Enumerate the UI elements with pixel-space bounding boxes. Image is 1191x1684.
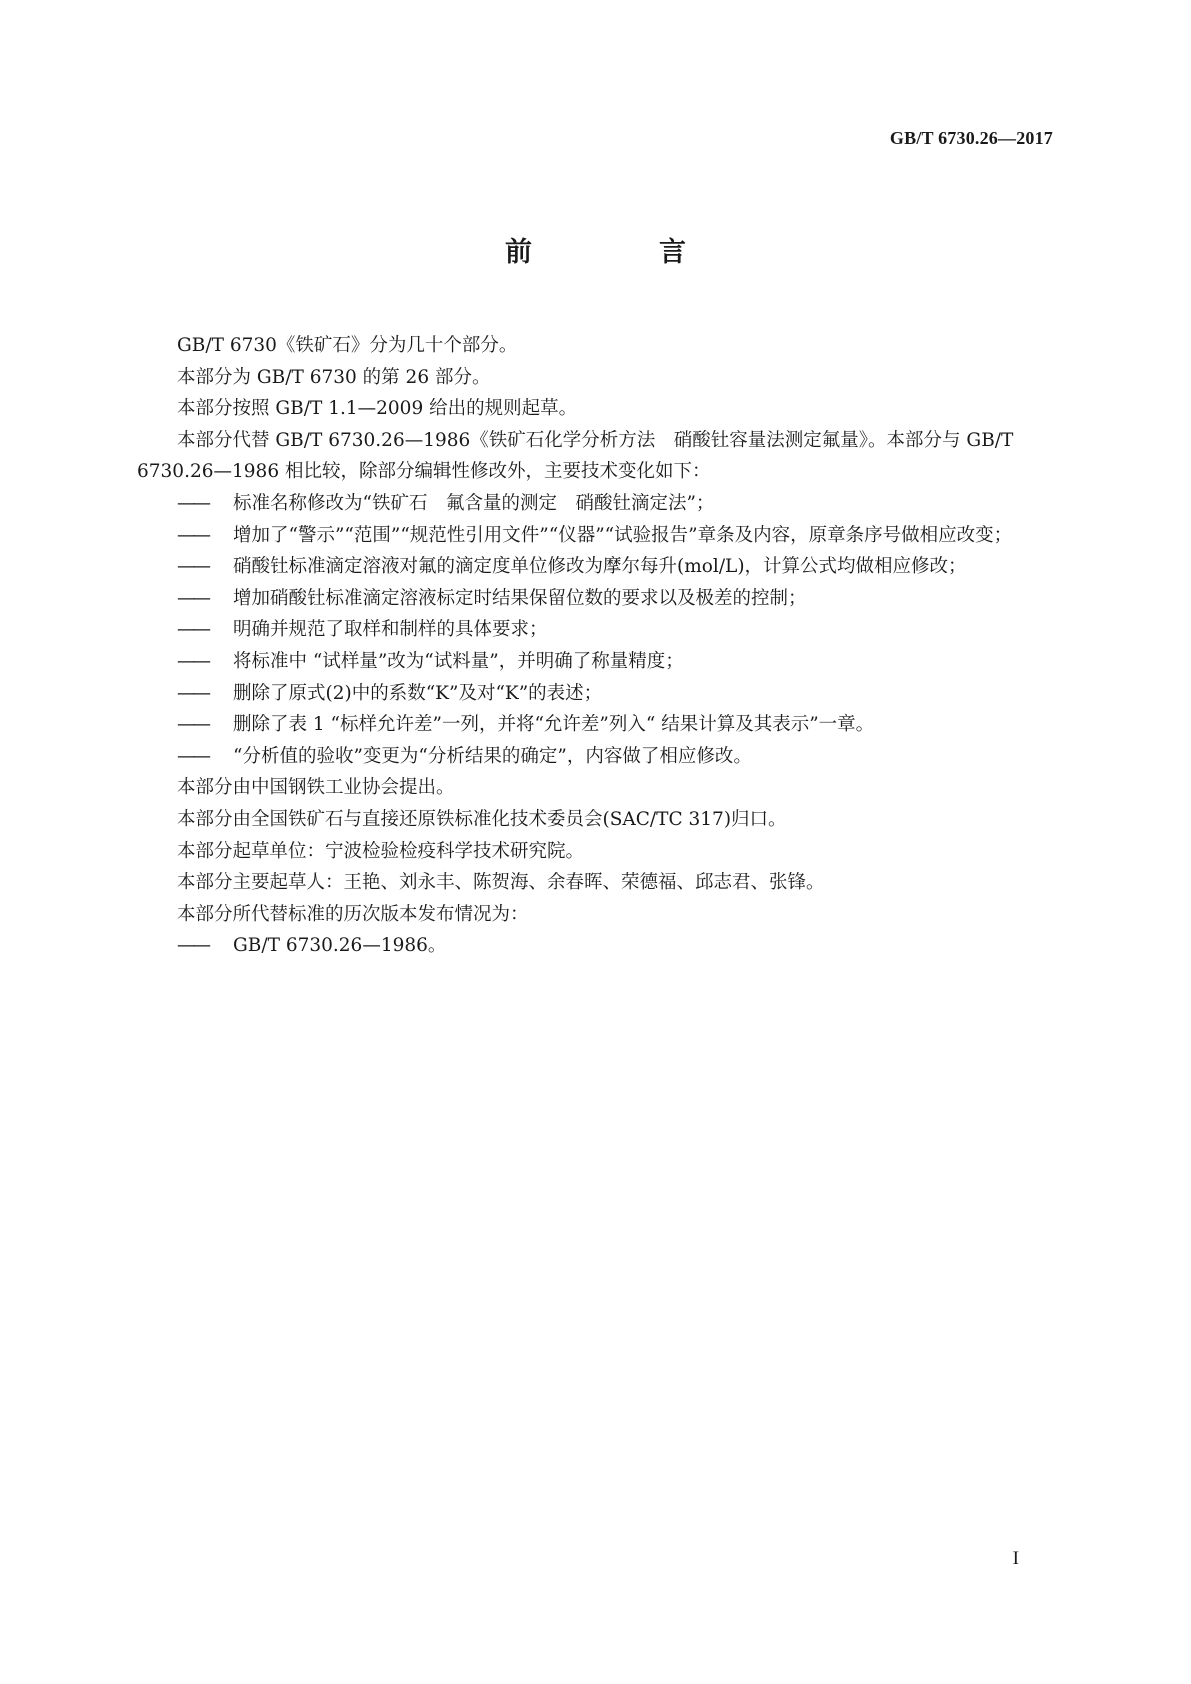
dash-marker: —— xyxy=(177,556,208,578)
list-item xyxy=(137,614,1057,646)
paragraph: 本部分起草单位：宁波检验检疫科学技术研究院。 xyxy=(177,840,585,862)
dash-marker: —— xyxy=(177,682,208,704)
list-item-text: GB/T 6730.26—1986。 xyxy=(233,935,447,957)
list-item xyxy=(137,678,1057,710)
list-item-text: 将标准中 “试样量”改为“试料量”，并明确了称量精度； xyxy=(233,650,684,672)
paragraph: 本部分主要起草人：王艳、刘永丰、陈贺海、余春晖、荣德福、邱志君、张锋。 xyxy=(177,872,825,894)
paragraph: 本部分所代替标准的历次版本发布情况为： xyxy=(177,903,529,925)
dash-marker: —— xyxy=(177,745,208,767)
paragraph: 本部分为 GB/T 6730 的第 26 部分。 xyxy=(177,366,491,388)
paragraph: 本部分按照 GB/T 1.1—2009 给出的规则起草。 xyxy=(177,398,578,420)
dash-marker: —— xyxy=(177,650,208,672)
list-item xyxy=(137,709,1057,741)
list-item-text: 删除了原式(2)中的系数“K”及对“K”的表述； xyxy=(233,682,603,704)
dash-marker: —— xyxy=(177,935,208,957)
document-body xyxy=(137,330,1057,962)
list-item-text: 硝酸钍标准滴定溶液对氟的滴定度单位修改为摩尔每升(mol/L)，计算公式均做相应修改； xyxy=(233,556,967,578)
list-item xyxy=(137,646,1057,678)
list-item xyxy=(137,520,1057,552)
dash-marker: —— xyxy=(177,714,208,736)
changes-list xyxy=(137,488,1057,772)
history-list xyxy=(137,930,1057,962)
page-title: 前 言 xyxy=(505,237,736,268)
paragraph: 本部分由中国钢铁工业协会提出。 xyxy=(177,777,455,799)
list-item-text: 标准名称修改为“铁矿石 氟含量的测定 硝酸钍滴定法”； xyxy=(233,492,715,514)
dash-marker: —— xyxy=(177,619,208,641)
paragraph: 本部分代替 GB/T 6730.26—1986《铁矿石化学分析方法 硝酸钍容量法测定氟量》。本部分与 GB/T 6730.26—1986 相比较，除部分编辑性修改外，主要技术变化如下： xyxy=(137,429,1014,483)
dash-marker: —— xyxy=(177,492,208,514)
paragraph: 本部分由全国铁矿石与直接还原铁标准化技术委员会(SAC/TC 317)归口。 xyxy=(177,808,787,830)
list-item xyxy=(137,583,1057,615)
paragraph: GB/T 6730《铁矿石》分为几十个部分。 xyxy=(177,335,518,356)
list-item xyxy=(137,488,1057,520)
list-item-text: “分析值的验收”变更为“分析结果的确定”，内容做了相应修改。 xyxy=(233,745,752,767)
list-item-text: 删除了表 1 “标样允许差”一列，并将“允许差”列入“ 结果计算及其表示”一章。 xyxy=(233,714,875,736)
list-item xyxy=(137,741,1057,773)
page-number: I xyxy=(1012,1548,1019,1569)
list-item xyxy=(137,930,1057,962)
list-item xyxy=(137,551,1057,583)
list-item-text: 明确并规范了取样和制样的具体要求； xyxy=(233,619,548,641)
dash-marker: —— xyxy=(177,524,208,546)
list-item-text: 增加硝酸钍标准滴定溶液标定时结果保留位数的要求以及极差的控制； xyxy=(233,587,807,609)
list-item-text: 增加了“警示”“范围”“规范性引用文件”“仪器”“试验报告”章条及内容，原章条序号做相应改变； xyxy=(233,524,1013,546)
dash-marker: —— xyxy=(177,587,208,609)
standard-code: GB/T 6730.26—2017 xyxy=(889,128,1053,148)
